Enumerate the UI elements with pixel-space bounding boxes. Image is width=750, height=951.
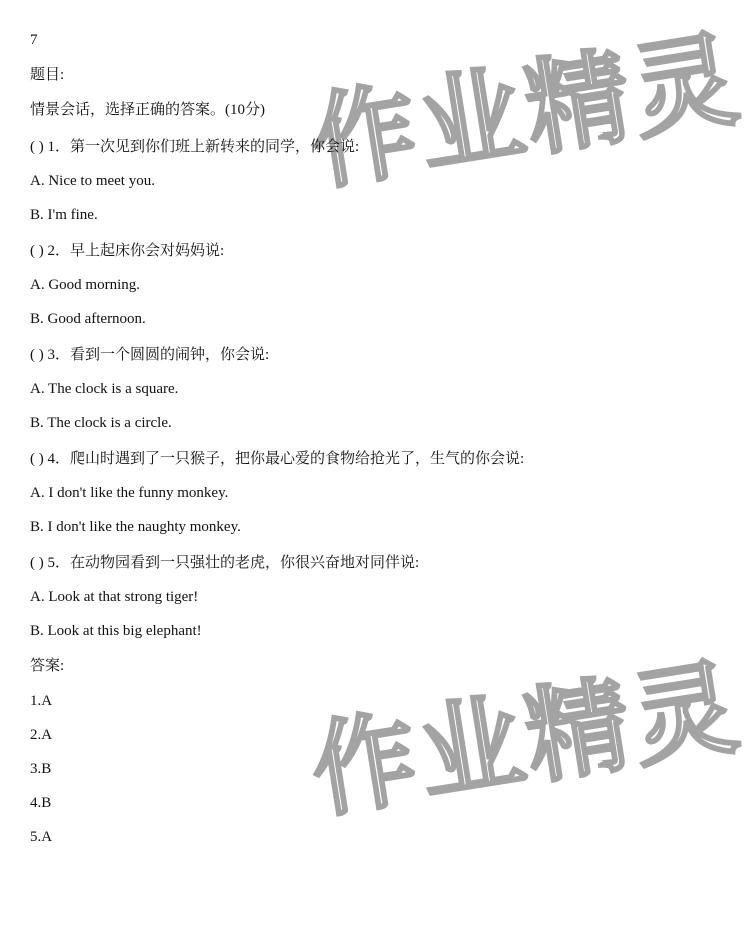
question-stem: ( ) 2．早上起床你会对妈妈说: bbox=[30, 243, 225, 259]
question-header: 题目: bbox=[30, 67, 65, 83]
watermark-top: 作业精灵 bbox=[303, 17, 750, 206]
answer-item: 5.A bbox=[30, 829, 53, 845]
option: B. The clock is a circle. bbox=[30, 415, 172, 431]
instruction: 情景会话，选择正确的答案。(10分) bbox=[30, 102, 265, 118]
option: A. The clock is a square. bbox=[30, 381, 179, 397]
answer-item: 1.A bbox=[30, 693, 53, 709]
answer-header: 答案: bbox=[30, 658, 65, 674]
question-stem: ( ) 1．第一次见到你们班上新转来的同学，你会说: bbox=[30, 139, 360, 155]
option: B. Good afternoon. bbox=[30, 311, 146, 327]
answer-item: 2.A bbox=[30, 727, 53, 743]
option: A. I don't like the funny monkey. bbox=[30, 485, 229, 501]
option: B. Look at this big elephant! bbox=[30, 623, 202, 639]
question-stem: ( ) 5．在动物园看到一只强壮的老虎，你很兴奋地对同伴说: bbox=[30, 555, 420, 571]
option: B. I don't like the naughty monkey. bbox=[30, 519, 241, 535]
question-stem: ( ) 3．看到一个圆圆的闹钟，你会说: bbox=[30, 347, 270, 363]
answer-item: 3.B bbox=[30, 761, 52, 777]
question-stem: ( ) 4．爬山时遇到了一只猴子，把你最心爱的食物给抢光了，生气的你会说: bbox=[30, 451, 525, 467]
answer-item: 4.B bbox=[30, 795, 52, 811]
option: A. Look at that strong tiger! bbox=[30, 589, 199, 605]
page-number: 7 bbox=[30, 32, 38, 48]
option: B. I'm fine. bbox=[30, 207, 98, 223]
option: A. Good morning. bbox=[30, 277, 140, 293]
option: A. Nice to meet you. bbox=[30, 173, 155, 189]
watermark-bottom: 作业精灵 bbox=[303, 645, 750, 834]
